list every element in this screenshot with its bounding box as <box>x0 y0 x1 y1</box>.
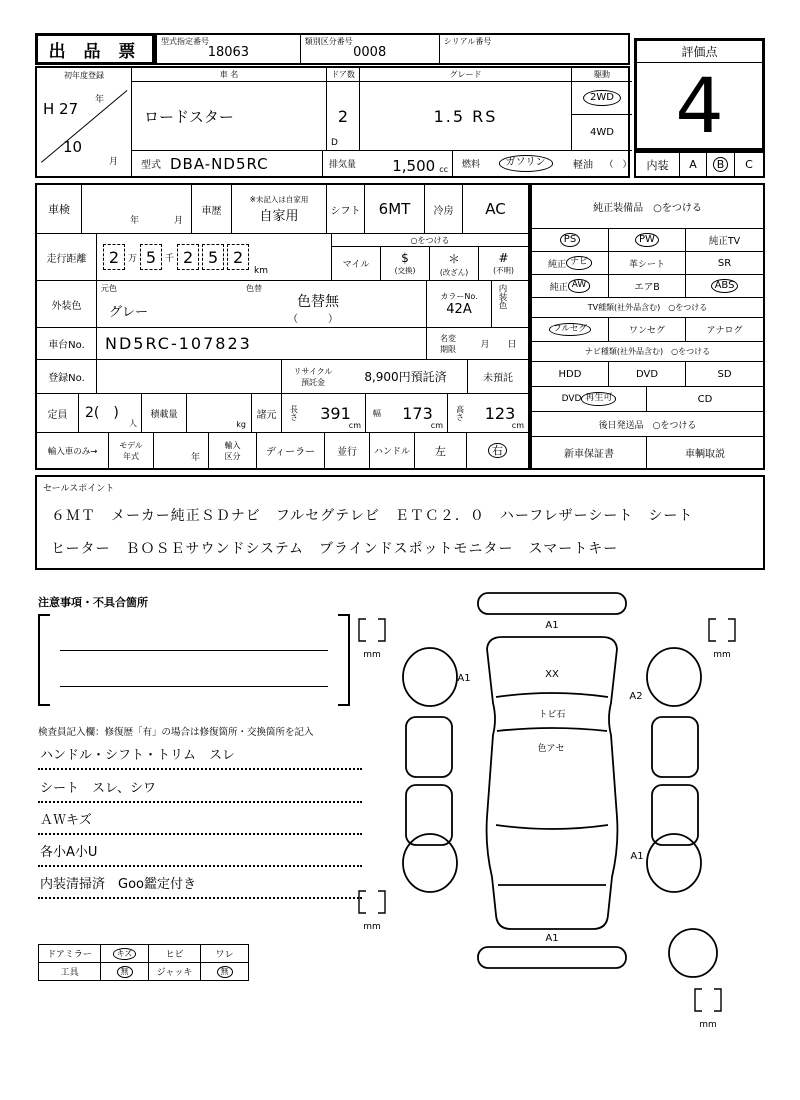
doors-value: 2 <box>337 106 349 126</box>
rear-bumper-shape <box>478 947 626 968</box>
measure-bracket <box>359 619 366 641</box>
length-value: 391 <box>320 403 351 423</box>
measure-bracket <box>359 891 366 913</box>
fullseg-selected: フルセグ <box>549 323 591 336</box>
leather-seat-option: 革シート <box>609 252 686 274</box>
dvd-play-selected: 再生可 <box>581 392 616 405</box>
mirror-scratch-selected: キズ <box>113 948 137 960</box>
inspector-line: ハンドル・シフト・トリム スレ <box>38 744 362 770</box>
color-change-label: 色替 <box>246 284 262 293</box>
dvd-play-prefix: DVD <box>561 394 582 404</box>
length-label: 長さ <box>289 405 299 421</box>
genuine-navi-selected: ナビ <box>566 256 592 269</box>
navi-type-header: ナビ種類(社外品含む) ○をつける <box>532 342 763 362</box>
damage-mark-a1-front-left: A1 <box>457 673 471 684</box>
tamper-symbol: ＊ <box>447 251 460 266</box>
first-registration-label: 初年度登録 <box>64 71 104 80</box>
table-row <box>39 963 249 981</box>
interior-grade-b-selected: B <box>713 157 729 173</box>
mileage-digit: 2 <box>227 244 249 270</box>
chassis-value: ND5RC-107823 <box>97 328 427 359</box>
capacity-value: 2( ) <box>85 405 119 421</box>
warranty-book-option: 新車保証書 <box>532 437 647 468</box>
class-code-cell <box>301 35 440 63</box>
grade-label: グレード <box>360 68 571 82</box>
model-year-unit: 年 <box>190 453 200 463</box>
notes-rule-2 <box>60 686 328 687</box>
cooling-value: AC <box>485 200 506 218</box>
measure-bracket <box>709 619 716 641</box>
measure-bracket <box>714 989 721 1011</box>
parallel-option: 並行 <box>325 433 370 468</box>
mileage-label: 走行距離 <box>37 234 97 280</box>
height-unit: cm <box>511 421 524 430</box>
car-damage-diagram <box>350 583 772 1033</box>
mm-unit-label: mm <box>699 1020 717 1030</box>
base-color-value: グレー <box>109 305 149 320</box>
vehicle-table <box>35 66 630 178</box>
handle-right-selected: 右 <box>488 443 507 459</box>
mile-option: マイル <box>332 247 381 280</box>
evaluation-score: 4 <box>675 61 724 150</box>
analog-option: アナログ <box>706 326 743 336</box>
oneseg-option: ワンセグ <box>609 318 686 341</box>
mirror-crack-option: ヒビ <box>149 945 201 963</box>
pw-selected: PW <box>635 233 659 248</box>
fuel-label: 燃料 <box>452 151 489 176</box>
regno-label: 登録No. <box>37 360 97 393</box>
import-class-label-1: 輸入 <box>224 440 241 450</box>
notes-header: 注意事項・不具合箇所 <box>38 596 148 609</box>
serial-label: シリアル番号 <box>443 37 492 46</box>
inspector-line: 内装清掃済 Goo鑑定付き <box>38 873 362 899</box>
spec-label: 諸元 <box>252 394 282 432</box>
model-value: DBA-ND5RC <box>170 154 269 173</box>
windshield-line <box>496 693 608 697</box>
shift-value: 6MT <box>365 185 425 233</box>
measure-bracket <box>378 619 385 641</box>
evaluation-box <box>634 38 765 151</box>
abs-selected: ABS <box>711 279 739 294</box>
capacity-unit: 人 <box>129 419 137 428</box>
serial-cell <box>440 35 628 63</box>
documents-row <box>532 437 763 468</box>
tv-type-row <box>532 318 763 342</box>
hdd-option: HDD <box>532 362 609 386</box>
class-code-label: 類別区分番号 <box>304 37 353 46</box>
notes-rule-1 <box>60 650 328 651</box>
dealer-option: ディーラー <box>257 433 325 468</box>
right-bracket <box>338 614 350 706</box>
tools-none-selected: 無 <box>117 966 133 978</box>
sales-points-line-1: ６ＭＴ メーカー純正ＳＤナビ フルセグテレビ ＥＴＣ２．０ ハーフレザーシート シート <box>51 508 694 524</box>
roof-front-line <box>497 728 607 731</box>
damage-mark-a1-rear-right: A1 <box>630 851 644 862</box>
doors-label: ドア数 <box>327 68 359 82</box>
length-unit: cm <box>348 421 361 430</box>
equipment-row-3 <box>532 275 763 298</box>
mm-unit-label: mm <box>363 922 381 932</box>
inspector-line: 各小A小U <box>38 841 362 867</box>
grade-cell <box>360 68 572 150</box>
sales-points-box <box>35 475 765 570</box>
name-change-label-1: 名変 <box>440 333 456 343</box>
model-label: 型式 <box>141 160 161 171</box>
handle-left-option: 左 <box>415 433 467 468</box>
mileage-digit: 2 <box>103 244 125 270</box>
right-rear-door-panel <box>652 785 698 845</box>
color-change-paren: （ ） <box>288 314 338 325</box>
displacement-label: 排気量 <box>322 151 362 176</box>
sheet-title: 出 品 票 <box>35 33 155 65</box>
car-name-value: ロードスター <box>144 107 234 126</box>
model-year-label-2: 年式 <box>123 451 139 461</box>
capacity-row <box>37 394 528 433</box>
base-color-label: 元色 <box>101 284 117 293</box>
mileage-row <box>37 234 528 281</box>
cooling-label: 冷房 <box>425 185 463 233</box>
equipment-table <box>530 183 765 470</box>
tools-label: 工具 <box>39 963 101 981</box>
damage-mark-stone-chip: トビ石 <box>538 710 566 720</box>
color-no-label: カラーNo. <box>440 292 478 301</box>
interior-color-label: 内装色 <box>497 284 507 310</box>
damage-mark-a2-right: A2 <box>629 691 643 702</box>
year-unit: 年 <box>95 95 105 105</box>
drive-label: 駆動 <box>572 68 632 82</box>
chassis-label: 車台No. <box>37 328 97 359</box>
shaken-year-unit: 年 <box>130 216 140 226</box>
doors-cell <box>327 68 360 150</box>
name-change-label-2: 期限 <box>440 344 456 354</box>
grade-value: 1.5 RS <box>433 106 498 126</box>
width-unit: cm <box>430 421 443 430</box>
mileage-sen-unit: 千 <box>165 253 175 264</box>
import-row <box>37 433 528 468</box>
load-label: 積載量 <box>142 394 187 432</box>
model-code-cell <box>157 35 301 63</box>
recycle-label-2: 預託金 <box>301 377 325 387</box>
genuine-tv-option: 純正TV <box>708 236 741 247</box>
history-note: ※未記入は自家用 <box>249 195 309 204</box>
color-change-value: 色替無 <box>297 294 339 310</box>
tamper-label: (改ざん) <box>439 267 469 277</box>
front-right-wheel <box>647 648 701 706</box>
jack-label: ジャッキ <box>149 963 201 981</box>
spare-wheel-shape <box>669 929 717 977</box>
evaluation-label: 評価点 <box>637 41 762 63</box>
later-shipment-header: 後日発送品 ○をつける <box>532 412 763 437</box>
exchange-symbol: $ <box>401 251 409 265</box>
drive-4wd: 4WD <box>590 127 614 138</box>
displacement-value: 1,500 <box>392 157 436 175</box>
first-registration-cell <box>37 68 132 176</box>
shaken-row <box>37 185 528 234</box>
history-label: 車歴 <box>192 185 232 233</box>
navi-type-row-2 <box>532 387 763 412</box>
damage-mark-color-fade: 色アセ <box>537 744 565 754</box>
model-code-value: 18063 <box>207 45 250 60</box>
equipment-row-1 <box>532 229 763 252</box>
height-label: 高さ <box>455 405 465 421</box>
notes-bracket-area <box>38 614 350 706</box>
drive-2wd-selected: 2WD <box>583 90 621 107</box>
name-change-units: 月 日 <box>480 340 517 350</box>
genuine-aw-selected: AW <box>568 279 591 292</box>
mileage-unit: km <box>254 266 269 276</box>
import-class-label-2: 区分 <box>224 451 241 461</box>
handle-label: ハンドル <box>370 433 415 468</box>
genuine-navi-prefix: 純正 <box>547 259 566 270</box>
mm-unit-label: mm <box>713 650 731 660</box>
import-only-label: 輸入車のみ→ <box>37 433 109 468</box>
front-left-wheel <box>403 648 457 706</box>
table-row <box>39 945 249 963</box>
manual-option: 車輌取説 <box>685 449 725 460</box>
dvd-option: DVD <box>609 362 686 386</box>
unknown-label: (不明) <box>493 266 514 275</box>
rear-glass-line <box>496 825 608 829</box>
ps-selected: PS <box>560 233 580 248</box>
inspector-line: ＡＷキズ <box>38 809 362 835</box>
fuel-gasoline-selected: ガソリン <box>499 155 553 172</box>
left-rear-door-panel <box>406 785 452 845</box>
mileage-mark-cell <box>332 234 528 280</box>
mark-header: ○をつける <box>332 234 528 247</box>
header-code-strip <box>155 33 630 65</box>
mileage-digit: 5 <box>140 244 162 270</box>
recycle-paid-value: 8,900円預託済 <box>344 360 468 393</box>
shaken-month-unit: 月 <box>174 216 184 226</box>
inspector-note: 検査員記入欄：修復歴「有」の場合は修復箇所・交換箇所を記入 <box>38 727 314 738</box>
damage-mark-a1-front: A1 <box>545 620 559 631</box>
fuel-diesel: 軽油 <box>573 160 593 171</box>
shift-label: シフト <box>327 185 365 233</box>
jack-none-selected: 無 <box>217 966 233 978</box>
measure-bracket <box>378 891 385 913</box>
mileage-digit: 2 <box>177 244 199 270</box>
class-code-value: 0008 <box>353 45 387 60</box>
interior-grade-c: C <box>745 158 753 171</box>
width-label: 幅 <box>373 408 381 418</box>
navi-type-row-1 <box>532 362 763 387</box>
model-year-label-1: モデル <box>119 440 143 450</box>
capacity-label: 定員 <box>37 394 79 432</box>
model-row <box>132 150 632 176</box>
displacement-unit: cc <box>439 165 448 174</box>
drive-cell <box>572 68 632 150</box>
mirror-broken-option: ワレ <box>201 945 249 963</box>
mileage-digit: 5 <box>202 244 224 270</box>
exterior-color-label: 外装色 <box>37 281 97 327</box>
first-registration-year: H 27 <box>43 100 79 118</box>
history-value: 自家用 <box>259 209 299 224</box>
color-row <box>37 281 528 328</box>
doors-sub: D <box>331 138 338 148</box>
door-mirror-label: ドアミラー <box>39 945 101 963</box>
mileage-man-unit: 万 <box>128 253 138 264</box>
exchange-label: (交換) <box>394 266 416 275</box>
airbag-option: エアB <box>609 275 686 297</box>
sd-option: SD <box>717 368 732 380</box>
genuine-aw-prefix: 純正 <box>549 282 568 293</box>
regno-value <box>97 360 282 393</box>
mm-unit-label: mm <box>363 650 381 660</box>
damage-mark-a1-rear: A1 <box>545 933 559 944</box>
height-value: 123 <box>484 403 516 423</box>
sales-points-line-2: ヒーター ＢＯＳＥサウンドシステム ブラインドスポットモニター スマートキー <box>51 541 619 557</box>
registration-row <box>37 360 528 394</box>
front-bumper-shape <box>478 593 626 614</box>
equipment-row-2 <box>532 252 763 275</box>
interior-grade-a: A <box>680 153 707 176</box>
load-unit: kg <box>236 420 246 429</box>
tv-type-header: TV種類(社外品含む) ○をつける <box>532 298 763 318</box>
interior-label: 内装 <box>636 153 680 176</box>
equipment-header: 純正装備品 ○をつける <box>532 185 763 229</box>
right-front-door-panel <box>652 717 698 777</box>
month-unit: 月 <box>109 157 119 167</box>
mirror-tools-table <box>38 944 249 981</box>
interior-grade-row <box>634 151 765 178</box>
width-value: 173 <box>402 403 433 423</box>
left-bracket <box>38 614 50 706</box>
cd-option: CD <box>697 393 713 405</box>
shaken-label: 車検 <box>37 185 82 233</box>
damage-mark-xx: XX <box>545 669 559 680</box>
detail-table <box>35 183 530 470</box>
unknown-symbol: # <box>498 251 509 265</box>
sunroof-option: SR <box>717 257 732 269</box>
fuel-paren: （ ） <box>604 160 632 170</box>
car-name-label: 車 名 <box>132 68 326 82</box>
color-no-value: 42A <box>446 302 472 317</box>
recycle-label-1: リサイクル <box>293 366 333 376</box>
sales-points-label: セールスポイント <box>43 484 115 494</box>
model-code-label: 型式指定番号 <box>161 37 209 46</box>
car-name-cell <box>132 68 327 150</box>
measure-bracket <box>695 989 702 1011</box>
left-front-door-panel <box>406 717 452 777</box>
chassis-row <box>37 328 528 360</box>
inspector-line: シート スレ、シワ <box>38 777 362 803</box>
measure-bracket <box>728 619 735 641</box>
recycle-unpaid-option: 未預託 <box>483 373 513 384</box>
first-registration-month: 10 <box>63 138 83 156</box>
